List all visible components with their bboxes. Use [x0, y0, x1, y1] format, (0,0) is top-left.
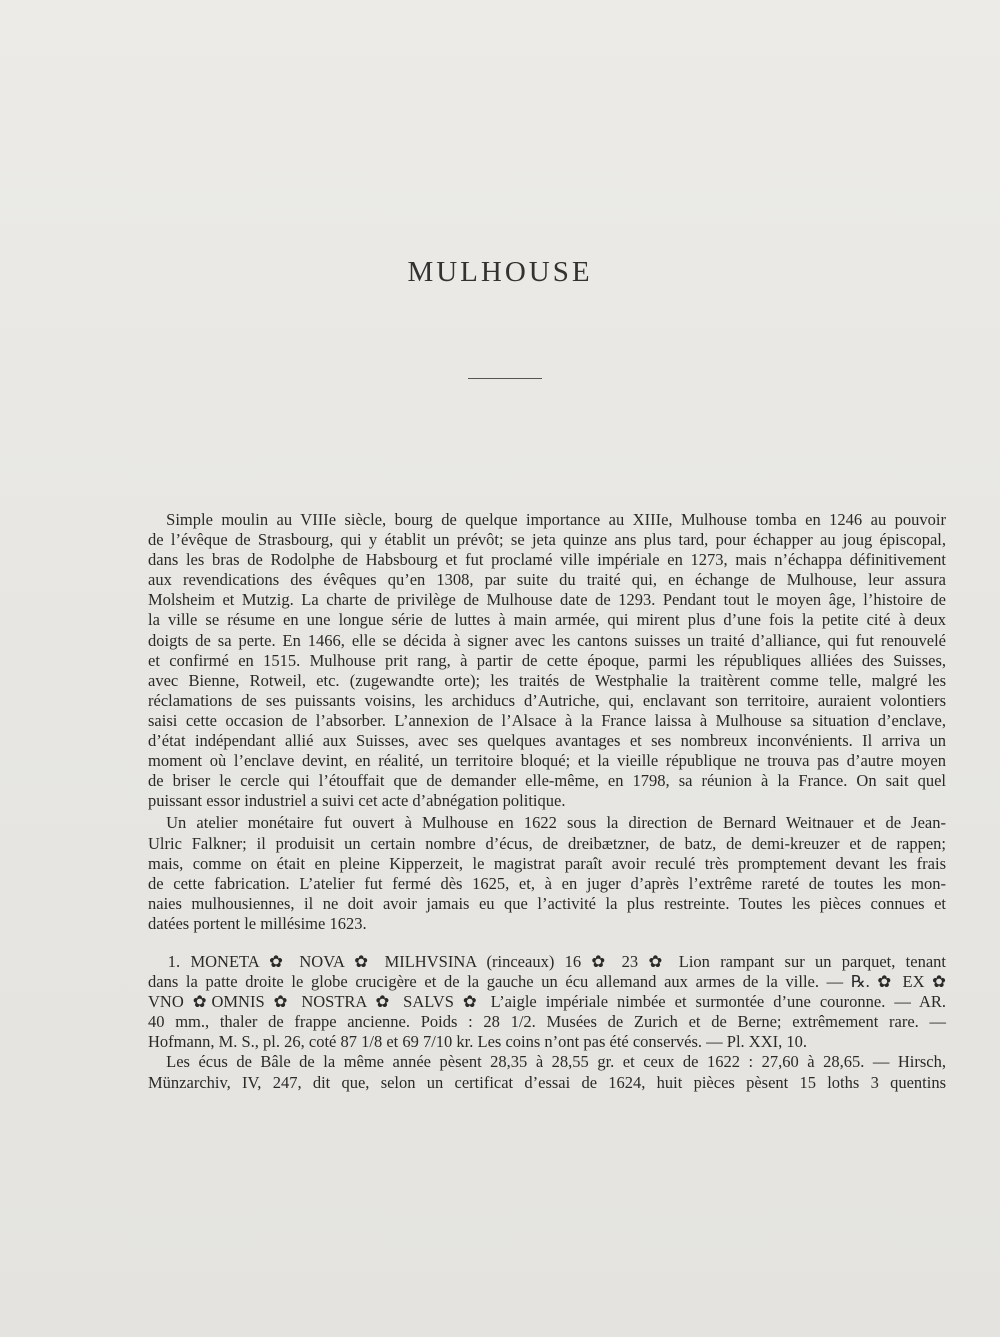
text-line: Simple moulin au VIIIe siècle, bourg de quelque importance au XIIIe, Mulhouse tomba en 1246 au pouvoir: [166, 510, 946, 529]
text-line: Les écus de Bâle de la même année pèsent 28,35 à 28,55 gr. et ceux de 1622 : 27,60 à 28,65. — Hirsch,: [166, 1052, 946, 1072]
text-line: dans les bras de Rodolphe de Habsbourg et fut proclamé ville impériale en 1273, mais n’échappa définitivement: [148, 550, 946, 570]
text-line: datées portent le millésime 1623.: [148, 913, 367, 933]
text-line: 1. MONETA ✿ NOVA ✿ MILHVSINA (rinceaux) 16 ✿ 23 ✿ Lion rampant sur un parquet, tenant: [167, 951, 946, 971]
page-title: MULHOUSE: [407, 256, 593, 288]
text-line: et confirmé en 1515. Mulhouse prit rang, à partir de cette époque, parmi les républiques alliées des Suisses,: [148, 650, 946, 670]
text-line: d’état indépendant allié aux Suisses, avec ses quelques avantages et ses nombreux inconvénients. Il arriva un: [148, 731, 946, 751]
text-line: naies mulhousiennes, il ne doit avoir jamais eu que l’activité la plus restreinte. Toutes les pièces connues et: [148, 893, 946, 913]
text-line: 40 mm., thaler de frappe ancienne. Poids : 28 1/2. Musées de Zurich et de Berne; extrêmement rare. —: [148, 1012, 946, 1032]
text-line: avec Bienne, Rotweil, etc. (zugewandte orte); les traités de Westphalie la traitèrent comme telle, malgré les: [148, 670, 946, 690]
paragraph-history: [148, 510, 946, 811]
text-line: Molsheim et Mutzig. La charte de privilège de Mulhouse date de 1293. Pendant tout le moyen âge, l’histoire de: [148, 590, 946, 610]
text-line: Un atelier monétaire fut ouvert à Mulhouse en 1622 sous la direction de Bernard Weitnauer et de Jean-: [166, 813, 946, 833]
text-line: mais, comme on était en pleine Kipperzeit, le magistrat paraît avoir reculé très promptement devant les frais: [148, 853, 946, 873]
text-line: la ville se résume en une longue série de luttes à main armée, qui mirent plus d’une fois la petite cité à deux: [148, 610, 946, 630]
title-divider: [468, 378, 542, 379]
text-line: aux revendications des évêques qu’en 1308, par suite du traité qui, en échange de Mulhouse, leur assura: [148, 570, 946, 590]
text-line: Hofmann, M. S., pl. 26, coté 87 1/8 et 69 7/10 kr. Les coins n’ont pas été conservés. — Pl. XXI, 10.: [148, 1032, 807, 1052]
paragraph-mint: [148, 813, 946, 934]
catalogue-entry-1: [148, 952, 946, 1052]
text-line: VNO ✿OMNIS ✿ NOSTRA ✿ SALVS ✿ L’aigle impériale nimbée et surmontée d’une couronne. — AR.: [148, 992, 946, 1012]
paragraph-weights: [148, 1052, 946, 1092]
text-line: puissant essor industriel a suivi cet acte d’abnégation politique.: [148, 791, 566, 811]
text-line: Ulric Falkner; il produisit un certain nombre d’écus, de dreibætzner, de batz, de demi-kreuzer et de rappen;: [148, 833, 946, 853]
text-line: de l’évêque de Strasbourg, qui y établit un prévôt; se jeta quinze ans plus tard, pour échapper au joug épiscopal,: [148, 530, 946, 550]
document-body: [148, 510, 946, 1093]
text-line: saisi cette occasion de l’absorber. L’annexion de l’Alsace à la France laissa à Mulhouse sa situation d’enclave,: [148, 710, 946, 730]
text-line: dans la patte droite le globe crucigère et de la gauche un écu allemand aux armes de la ville. — ℞. ✿ EX ✿: [148, 972, 946, 992]
text-line: de cette fabrication. L’atelier fut fermé dès 1625, et, à en juger d’après l’extrême rareté de toutes les mon-: [148, 873, 946, 893]
text-line: de briser le cercle qui l’étouffait que de demander elle-même, en 1798, sa réunion à la France. On sait quel: [148, 771, 946, 791]
text-line: doigts de sa perte. En 1466, elle se décida à signer avec les cantons suisses un traité d’alliance, qui fut renouvelé: [148, 630, 946, 650]
text-line: moment où l’enclave devint, en réalité, un territoire bloqué; et la vieille république ne trouva pas d’autre moyen: [148, 751, 946, 771]
text-line: réclamations de ses puissants voisins, les archiducs d’Autriche, qui, enclavant son territoire, auraient volontiers: [148, 690, 946, 710]
text-line: Münzarchiv, IV, 247, dit que, selon un certificat d’essai de 1624, huit pièces pèsent 15 loths 3 quentins: [148, 1072, 946, 1092]
